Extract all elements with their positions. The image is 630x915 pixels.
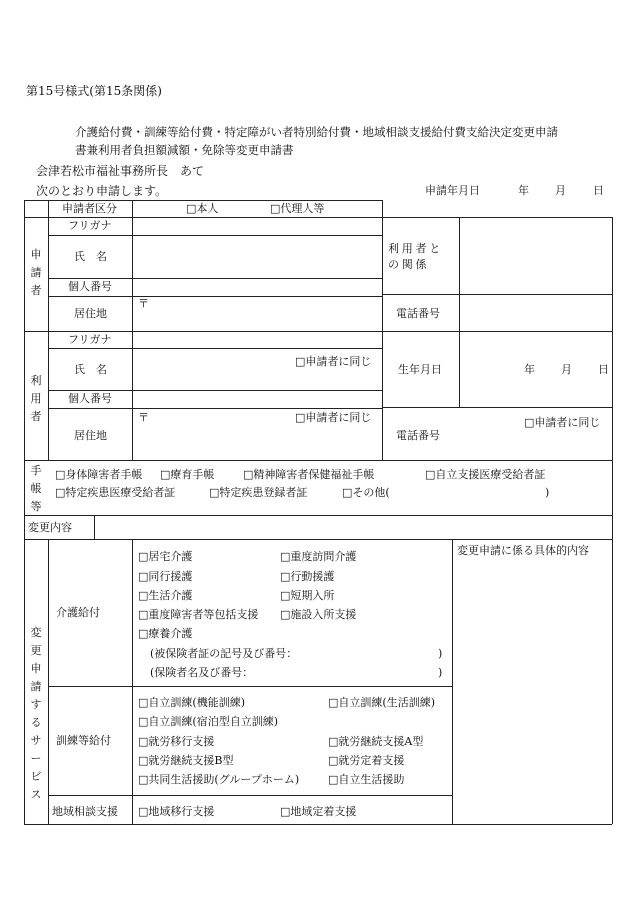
grid-line bbox=[48, 390, 382, 391]
user-address-same-checkbox[interactable]: □申請者に同じ bbox=[295, 411, 372, 424]
insurer-name-label: (保険者名及び番号： bbox=[150, 666, 254, 679]
insured-number-label: (被保険者証の記号及び番号： bbox=[150, 647, 298, 660]
user-phone-label: 電話番号 bbox=[396, 429, 440, 442]
applicant-personal-number-label: 個人番号 bbox=[68, 280, 112, 293]
care-benefits-label: 介護給付 bbox=[56, 606, 100, 619]
training-group-home-checkbox[interactable]: □共同生活援助(グループホーム) bbox=[138, 773, 300, 786]
care-severe-visit-checkbox[interactable]: □重度訪問介護 bbox=[280, 550, 357, 563]
date-day[interactable]: 日 bbox=[593, 184, 604, 197]
grid-line bbox=[48, 795, 452, 796]
user-address-label: 居住地 bbox=[74, 429, 107, 442]
user-birth-month[interactable]: 月 bbox=[561, 363, 572, 376]
applicant-furigana-label: フリガナ bbox=[68, 219, 112, 232]
handbook-disease-medical-checkbox[interactable]: □特定疾患医療受給者証 bbox=[55, 486, 176, 499]
grid-line bbox=[612, 217, 613, 824]
grid-line bbox=[459, 331, 460, 407]
user-name-same-checkbox[interactable]: □申請者に同じ bbox=[295, 355, 372, 368]
user-personal-number-label: 個人番号 bbox=[68, 392, 112, 405]
grid-line bbox=[94, 515, 95, 539]
grid-line bbox=[382, 294, 612, 295]
handbook-section-label: 手帳等 bbox=[30, 464, 42, 513]
grid-line bbox=[24, 200, 382, 201]
addressee: 会津若松市福祉事務所長 あて bbox=[36, 164, 205, 178]
training-independent-living-checkbox[interactable]: □自立生活援助 bbox=[328, 773, 405, 786]
care-life-care-checkbox[interactable]: □生活介護 bbox=[138, 589, 193, 602]
handbook-other-close-paren: ) bbox=[545, 486, 550, 499]
applicant-address-label: 居住地 bbox=[74, 307, 107, 320]
care-home-care-checkbox[interactable]: □居宅介護 bbox=[138, 550, 193, 563]
training-continuation-b-checkbox[interactable]: □就労継続支援B型 bbox=[138, 754, 234, 767]
grid-line bbox=[24, 200, 25, 824]
intro-text: 次のとおり申請します。 bbox=[36, 184, 168, 198]
community-retention-checkbox[interactable]: □地域定着支援 bbox=[280, 805, 357, 818]
grid-line bbox=[382, 200, 383, 460]
insurer-name-close: ) bbox=[438, 666, 443, 679]
training-residential-checkbox[interactable]: □自立訓練(宿泊型自立訓練) bbox=[138, 715, 278, 728]
care-facility-checkbox[interactable]: □施設入所支援 bbox=[280, 608, 357, 621]
form-title-line2: 書兼利用者負担額減額・免除等変更申請書 bbox=[75, 143, 294, 157]
applicant-phone-label: 電話番号 bbox=[396, 307, 440, 320]
insured-number-close: ) bbox=[438, 647, 443, 660]
applicant-relation-label: 利用者との関係 bbox=[388, 242, 443, 271]
training-functional-checkbox[interactable]: □自立訓練(機能訓練) bbox=[138, 696, 245, 709]
handbook-physical-checkbox[interactable]: □身体障害者手帳 bbox=[55, 468, 143, 481]
grid-line bbox=[459, 217, 460, 331]
training-life-checkbox[interactable]: □自立訓練(生活訓練) bbox=[328, 696, 435, 709]
grid-line bbox=[48, 200, 49, 460]
user-birth-year[interactable]: 年 bbox=[524, 363, 535, 376]
applicant-section-label: 申請者 bbox=[30, 248, 42, 297]
applicant-category-label: 申請者区分 bbox=[62, 202, 117, 215]
grid-line bbox=[24, 331, 612, 332]
care-comprehensive-checkbox[interactable]: □重度障害者等包括支援 bbox=[138, 608, 259, 621]
user-birthdate-label: 生年月日 bbox=[398, 363, 442, 376]
form-number: 第15号様式(第15条関係) bbox=[26, 84, 162, 98]
training-transition-checkbox[interactable]: □就労移行支援 bbox=[138, 735, 215, 748]
applicant-self-checkbox[interactable]: □本人 bbox=[186, 202, 219, 215]
training-benefits-label: 訓練等給付 bbox=[56, 734, 111, 747]
grid-line bbox=[48, 296, 382, 297]
user-phone-same-checkbox[interactable]: □申請者に同じ bbox=[524, 416, 601, 429]
grid-line bbox=[132, 200, 133, 460]
training-retention-checkbox[interactable]: □就労定着支援 bbox=[328, 754, 405, 767]
user-birth-day[interactable]: 日 bbox=[598, 363, 609, 376]
grid-line bbox=[24, 539, 612, 540]
community-transition-checkbox[interactable]: □地域移行支援 bbox=[138, 805, 215, 818]
grid-line bbox=[24, 460, 612, 461]
applicant-postal-mark: 〒 bbox=[138, 297, 149, 310]
grid-line bbox=[48, 539, 49, 824]
change-content-label: 変更内容 bbox=[28, 521, 72, 534]
grid-line bbox=[48, 348, 382, 349]
grid-line bbox=[48, 278, 382, 279]
grid-line bbox=[24, 515, 612, 516]
care-behavior-checkbox[interactable]: □行動援護 bbox=[280, 570, 335, 583]
care-accompany-checkbox[interactable]: □同行援護 bbox=[138, 570, 193, 583]
date-month[interactable]: 月 bbox=[555, 184, 566, 197]
grid-line bbox=[132, 539, 133, 824]
grid-line bbox=[382, 407, 612, 408]
grid-line bbox=[48, 235, 382, 236]
user-name-label: 氏 名 bbox=[74, 363, 107, 376]
date-year[interactable]: 年 bbox=[518, 184, 529, 197]
form-title-line1: 介護給付費・訓練等給付費・特定障がい者特別給付費・地域相談支援給付費支給決定変更申請 bbox=[75, 125, 558, 139]
handbook-medical-checkbox[interactable]: □自立支援医療受給者証 bbox=[425, 468, 546, 481]
date-label: 申請年月日 bbox=[425, 184, 480, 197]
applicant-name-label: 氏 名 bbox=[74, 250, 107, 263]
user-furigana-label: フリガナ bbox=[68, 333, 112, 346]
handbook-disease-registered-checkbox[interactable]: □特定疾患登録者証 bbox=[209, 486, 308, 499]
grid-line bbox=[24, 824, 612, 825]
service-details-label: 変更申請に係る具体的内容 bbox=[457, 544, 589, 557]
community-support-label: 地域相談支援 bbox=[52, 805, 118, 818]
handbook-rehabilitation-checkbox[interactable]: □療育手帳 bbox=[160, 468, 215, 481]
training-continuation-a-checkbox[interactable]: □就労継続支援A型 bbox=[328, 735, 424, 748]
handbook-mental-checkbox[interactable]: □精神障害者保健福祉手帳 bbox=[243, 468, 375, 481]
services-section-label: 変更申請するサービス bbox=[30, 626, 42, 801]
handbook-other-checkbox[interactable]: □その他( bbox=[342, 486, 390, 499]
user-postal-mark: 〒 bbox=[138, 411, 149, 424]
care-short-stay-checkbox[interactable]: □短期入所 bbox=[280, 589, 335, 602]
grid-line bbox=[24, 217, 612, 218]
applicant-agent-checkbox[interactable]: □代理人等 bbox=[270, 202, 325, 215]
grid-line bbox=[48, 408, 382, 409]
user-section-label: 利用者 bbox=[30, 374, 42, 423]
grid-line bbox=[48, 686, 452, 687]
care-medical-care-checkbox[interactable]: □療養介護 bbox=[138, 627, 193, 640]
grid-line bbox=[452, 539, 453, 824]
